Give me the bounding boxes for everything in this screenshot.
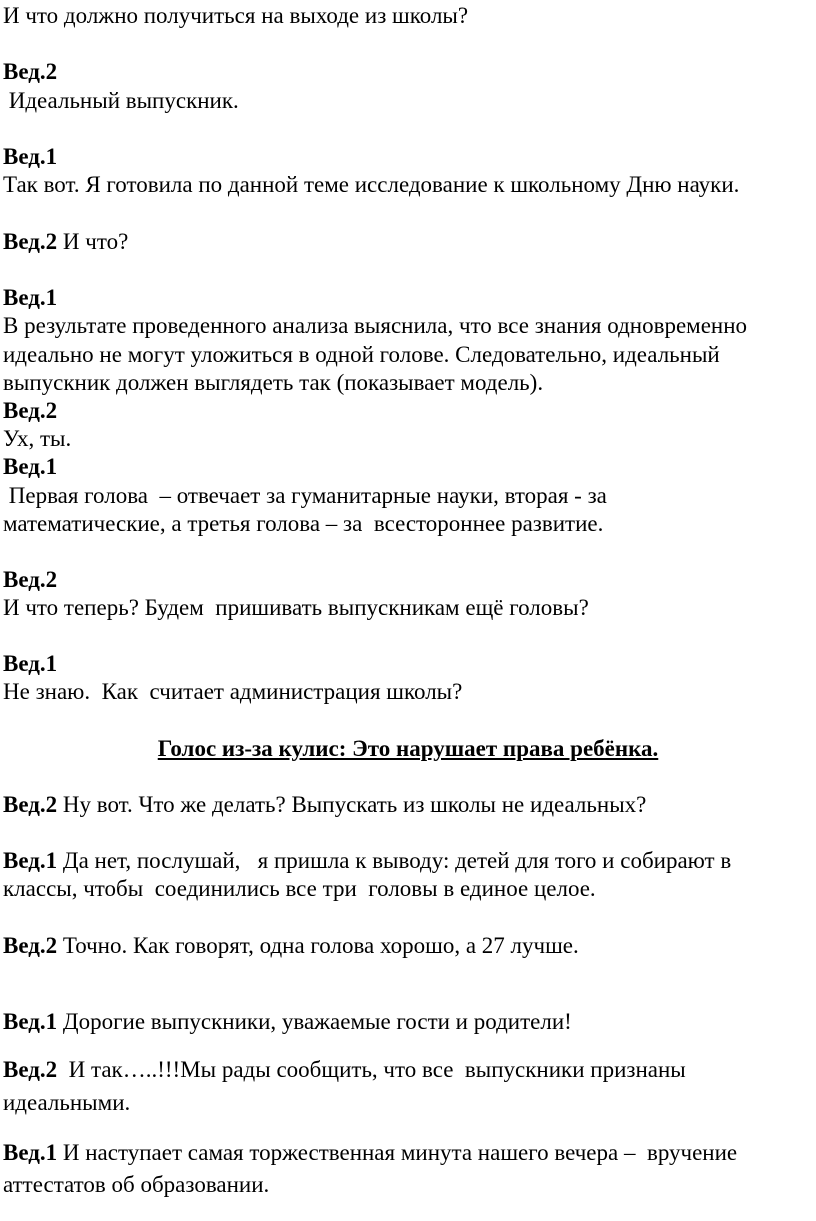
dialogue-line: И что теперь? Будем пришивать выпускникам ещё головы? — [3, 595, 589, 620]
dialogue-row — [3, 228, 128, 256]
speaker-label: Вед.1 — [3, 1140, 58, 1165]
dialogue-line: Ух, ты. — [3, 426, 72, 451]
speaker-label: Вед.1 — [3, 144, 58, 169]
intro-line: И что должно получиться на выходе из школы? — [3, 3, 469, 28]
speaker-label: Вед.2 — [3, 398, 58, 423]
dialogue-row — [3, 847, 731, 875]
offstage-voice-heading: Голос из-за кулис: Это нарушает права ребёнка. — [157, 736, 659, 761]
speaker-label: Вед.1 — [3, 848, 58, 873]
dialogue-line: Не знаю. Как считает администрация школы? — [3, 679, 463, 704]
dialogue-text: И так…..!!!Мы рады сообщить, что все выпускники признаны — [57, 1057, 686, 1082]
dialogue-line: классы, чтобы соединились все три головы в единое целое. — [3, 876, 596, 901]
dialogue-row — [3, 1139, 737, 1167]
dialogue-line: математические, а третья голова – за всестороннее развитие. — [3, 511, 604, 536]
dialogue-row — [3, 1056, 686, 1084]
dialogue-line: Идеальный выпускник. — [3, 88, 239, 113]
dialogue-line: Первая голова – отвечает за гуманитарные науки, вторая - за — [3, 483, 607, 508]
dialogue-line: идеальными. — [3, 1090, 131, 1115]
dialogue-text: И что? — [57, 229, 129, 254]
speaker-label: Вед.2 — [3, 229, 58, 254]
speaker-label: Вед.2 — [3, 933, 58, 958]
speaker-label: Вед.2 — [3, 792, 58, 817]
dialogue-line: В результате проведенного анализа выяснила, что все знания одновременно — [3, 313, 748, 338]
dialogue-row — [3, 932, 579, 960]
dialogue-text: Да нет, послушай, я пришла к выводу: детей для того и собирают в — [57, 848, 732, 873]
dialogue-text: И наступает самая торжественная минута нашего вечера – вручение — [57, 1140, 738, 1165]
speaker-label: Вед.2 — [3, 59, 58, 84]
speaker-label: Вед.2 — [3, 1057, 58, 1082]
speaker-label: Вед.1 — [3, 454, 58, 479]
dialogue-text: Точно. Как говорят, одна голова хорошо, а 27 лучше. — [57, 933, 579, 958]
dialogue-row — [3, 791, 646, 819]
speaker-label: Вед.1 — [3, 1009, 58, 1034]
dialogue-text: Дорогие выпускники, уважаемые гости и родители! — [57, 1009, 572, 1034]
speaker-label: Вед.1 — [3, 651, 58, 676]
dialogue-row — [3, 1008, 572, 1036]
speaker-label: Вед.2 — [3, 567, 58, 592]
dialogue-line: Так вот. Я готовила по данной теме исследование к школьному Дню науки. — [3, 172, 740, 197]
dialogue-line: идеально не могут уложиться в одной голове. Следовательно, идеальный — [3, 342, 720, 367]
dialogue-text: Ну вот. Что же делать? Выпускать из школы не идеальных? — [57, 792, 647, 817]
speaker-label: Вед.1 — [3, 285, 58, 310]
dialogue-line: аттестатов об образовании. — [3, 1172, 270, 1197]
dialogue-line: выпускник должен выглядеть так (показывает модель). — [3, 370, 544, 395]
